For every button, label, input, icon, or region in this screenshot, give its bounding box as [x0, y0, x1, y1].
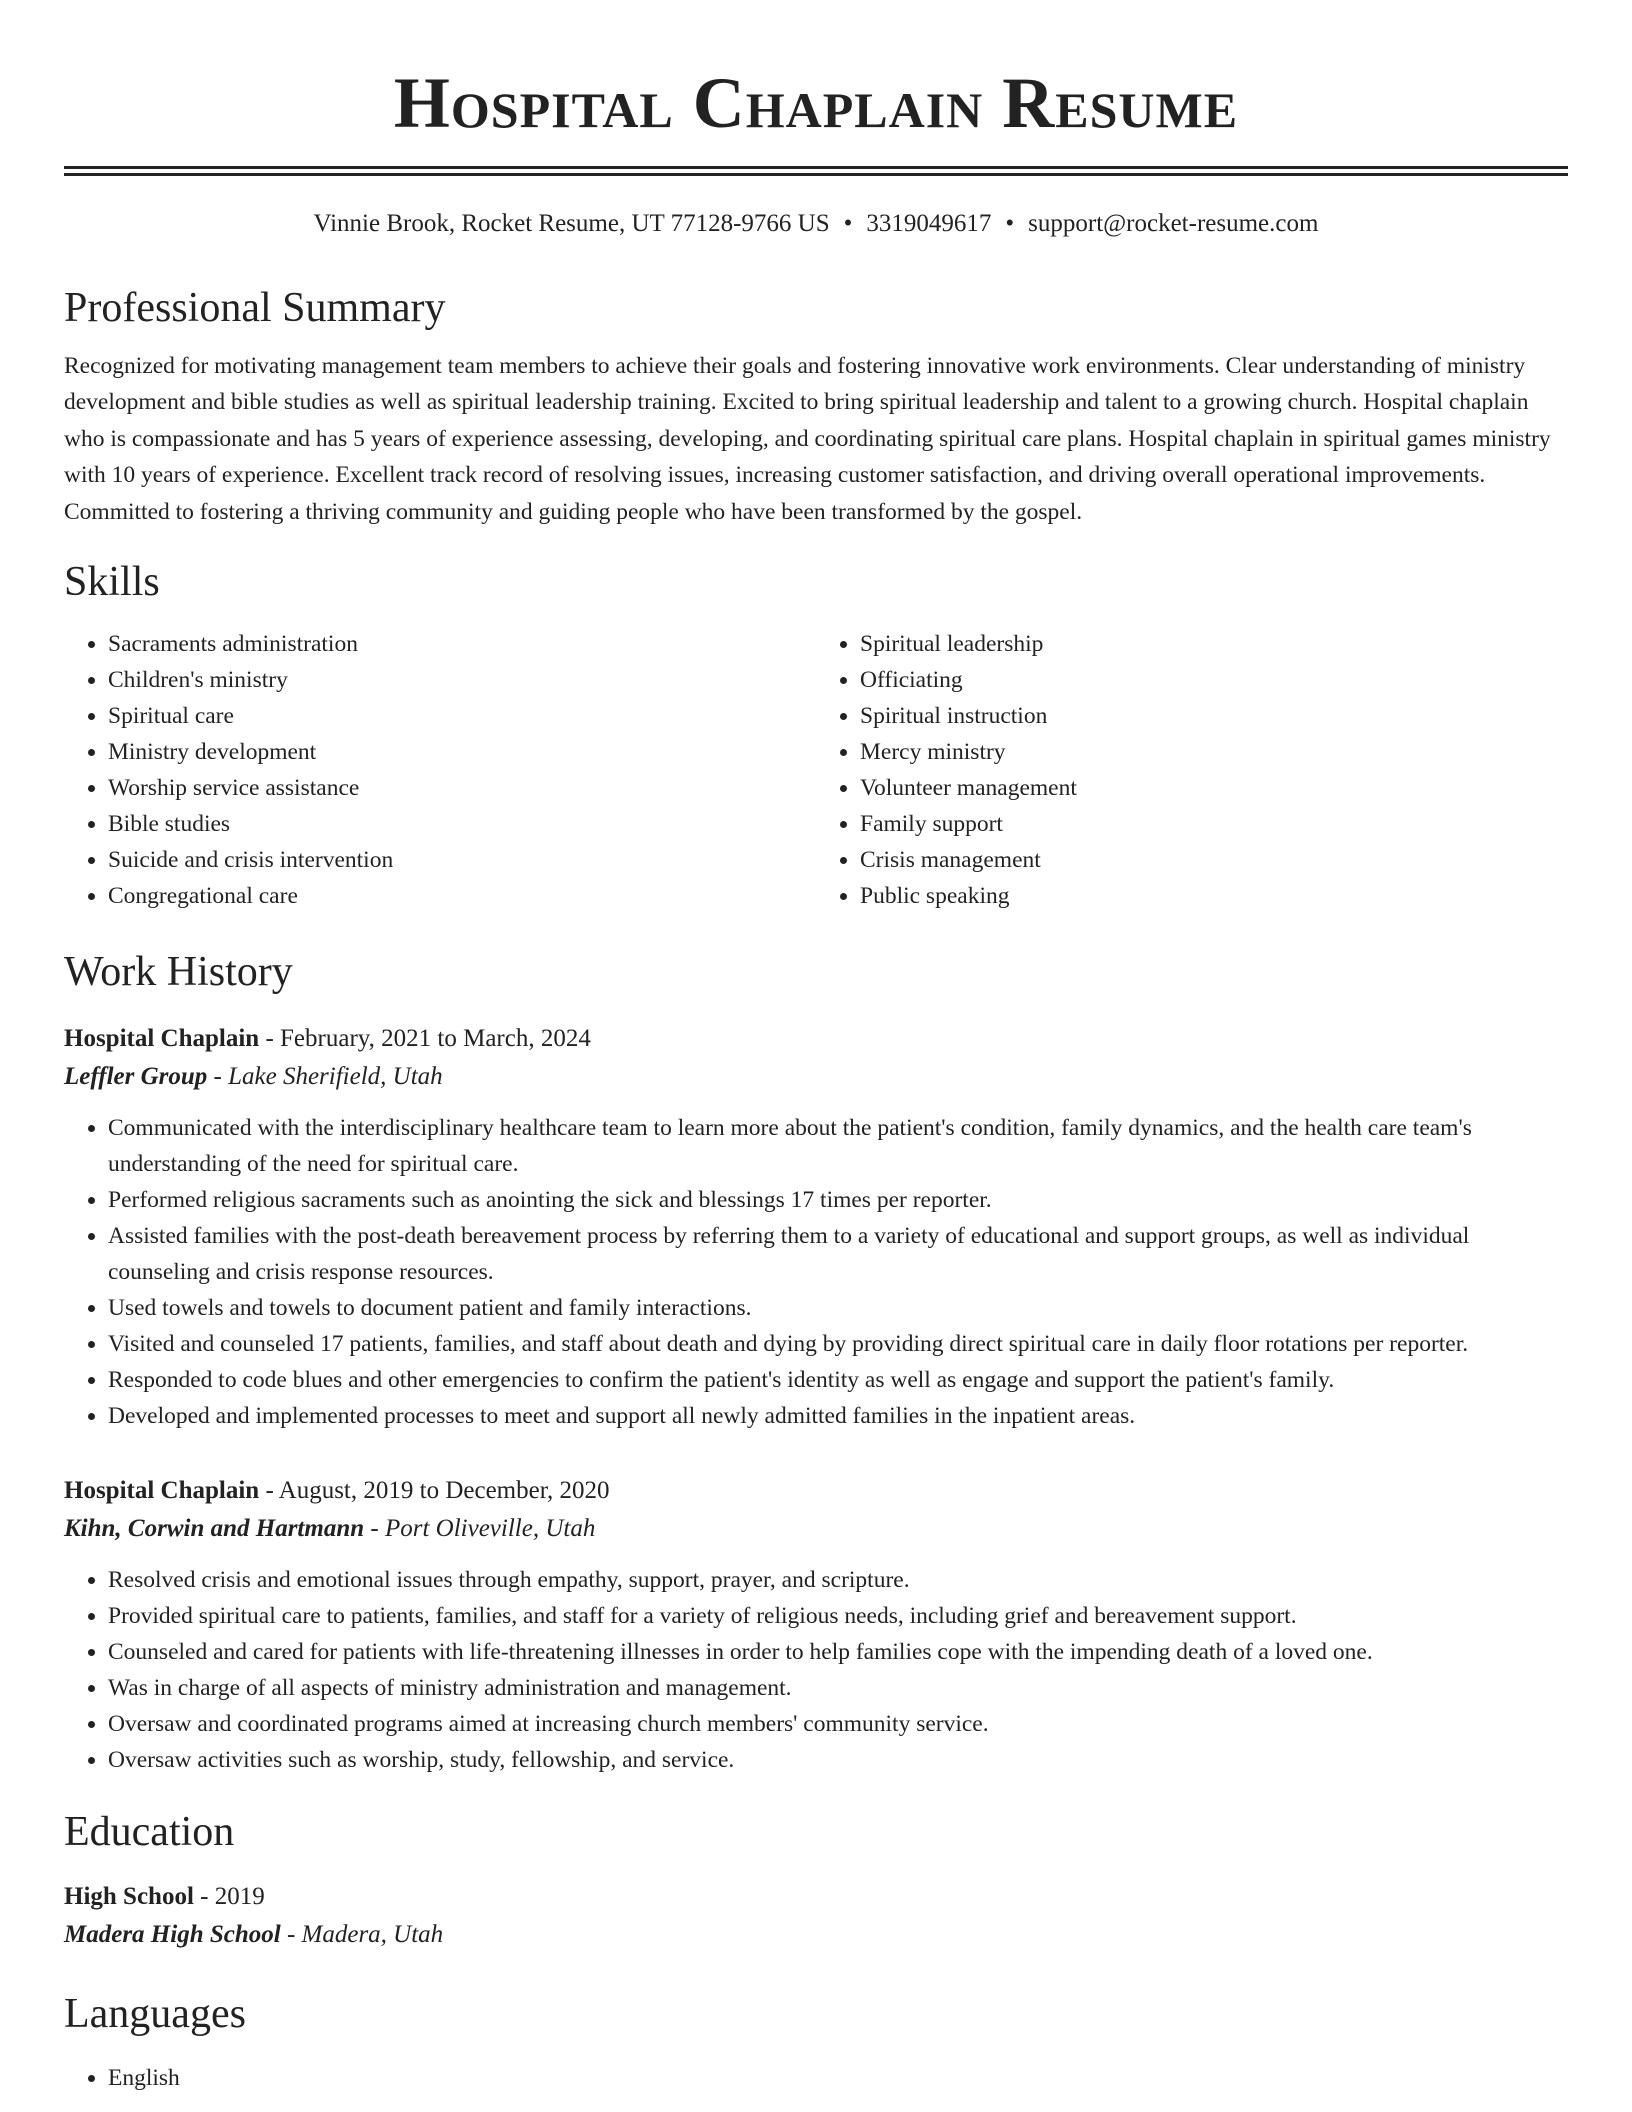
job-bullet: • Resolved crisis and emotional issues through empathy, support, prayer, and scripture. — [108, 1562, 1568, 1598]
skills-heading: Skills — [64, 559, 160, 606]
skill-item: • Family support — [860, 806, 1568, 842]
summary-heading: Professional Summary — [64, 285, 446, 331]
contact-line — [64, 206, 1568, 242]
job-title-line — [64, 1472, 1568, 1510]
job-company-line — [64, 1058, 1568, 1096]
contact-email: support@rocket-resume.com — [1028, 210, 1319, 237]
skill-item: • Bible studies — [108, 806, 816, 842]
job-bullet: • Visited and counseled 17 patients, families, and staff about death and dying by providing direct spiritual care in daily floor rotations per reporter. — [108, 1326, 1568, 1362]
skill-item: • Spiritual leadership — [860, 626, 1568, 662]
education-location: - Madera, Utah — [280, 1921, 444, 1949]
education-heading: Education — [64, 1809, 235, 1856]
skills-left-list — [64, 626, 816, 914]
page-title: Hospital Chaplain Resume — [393, 63, 1239, 143]
work-history-section — [64, 944, 1568, 1778]
languages-list — [64, 2060, 1568, 2096]
job-title: Hospital Chaplain — [64, 1477, 260, 1505]
skill-item: • Spiritual instruction — [860, 698, 1568, 734]
skill-item: • Children's ministry — [108, 662, 816, 698]
job-company-line — [64, 1510, 1568, 1548]
education-degree: High School — [64, 1883, 194, 1911]
languages-section — [64, 1986, 1568, 2096]
job-bullets — [64, 1562, 1568, 1778]
job-dates: - February, 2021 to March, 2024 — [259, 1025, 591, 1053]
skill-item: • Public speaking — [860, 878, 1568, 914]
job-title-line — [64, 1020, 1568, 1058]
job-location: - Lake Sherifield, Utah — [207, 1063, 443, 1091]
education-year: - 2019 — [193, 1883, 265, 1911]
skill-item: • Suicide and crisis intervention — [108, 842, 816, 878]
job-bullet: • Counseled and cared for patients with life-threatening illnesses in order to help families cope with the impending death of a loved one. — [108, 1634, 1568, 1670]
skill-item: • Volunteer management — [860, 770, 1568, 806]
job-dates: - August, 2019 to December, 2020 — [259, 1477, 610, 1505]
job-bullet: • Developed and implemented processes to meet and support all newly admitted families in the inpatient areas. — [108, 1398, 1568, 1434]
contact-separator: • — [843, 210, 853, 237]
job-bullets — [64, 1110, 1568, 1434]
job-bullet: • Responded to code blues and other emergencies to confirm the patient's identity as well as engage and support the patient's family. — [108, 1362, 1568, 1398]
job-bullet: • Oversaw activities such as worship, study, fellowship, and service. — [108, 1742, 1568, 1778]
job-company: Leffler Group — [64, 1063, 208, 1091]
skill-item: • Crisis management — [860, 842, 1568, 878]
skill-item: • Officiating — [860, 662, 1568, 698]
skill-item: • Mercy ministry — [860, 734, 1568, 770]
skills-columns — [64, 626, 1568, 914]
language-item: • English — [108, 2060, 1568, 2096]
job-bullet: • Used towels and towels to document patient and family interactions. — [108, 1290, 1568, 1326]
contact-phone: 3319049617 — [866, 210, 992, 237]
skill-item: • Spiritual care — [108, 698, 816, 734]
education-entry — [64, 1878, 1568, 1954]
education-section — [64, 1804, 1568, 1954]
skill-item: • Congregational care — [108, 878, 816, 914]
job-bullet: • Performed religious sacraments such as anointing the sick and blessings 17 times per reporter. — [108, 1182, 1568, 1218]
job-bullet: • Oversaw and coordinated programs aimed at increasing church members' community service. — [108, 1706, 1568, 1742]
job-title: Hospital Chaplain — [64, 1025, 260, 1053]
education-school: Madera High School — [64, 1921, 281, 1949]
job-location: - Port Oliveville, Utah — [364, 1515, 596, 1543]
job-bullet: • Provided spiritual care to patients, families, and staff for a variety of religious needs, including grief and bereavement support. — [108, 1598, 1568, 1634]
skills-section — [64, 554, 1568, 914]
summary-text: Recognized for motivating management team members to achieve their goals and fostering innovative work environments. Clear understanding of ministry development and bible studies as well as spiritual leadership training. Excited to bring spiritual leadership and talent to a growing church. Hospital chaplain who is compassionate and has 5 years of experience assessing, developing, and coordinating spiritual care plans. Hospital chaplain in spiritual games ministry with 10 years of experience. Excellent track record of resolving issues, increasing customer satisfaction, and driving overall operational improvements. Committed to fostering a thriving community and guiding people who have been transformed by the gospel. — [64, 353, 1551, 525]
education-degree-line — [64, 1878, 1568, 1916]
languages-heading: Languages — [64, 1991, 246, 2038]
job-entry — [64, 1472, 1568, 1778]
job-company: Kihn, Corwin and Hartmann — [64, 1515, 365, 1543]
summary-section — [64, 280, 1568, 530]
job-entry — [64, 1020, 1568, 1434]
skill-item: • Ministry development — [108, 734, 816, 770]
skill-item: • Worship service assistance — [108, 770, 816, 806]
skill-item: • Sacraments administration — [108, 626, 816, 662]
job-bullet: • Assisted families with the post-death bereavement process by referring them to a variety of educational and support groups, as well as individual counseling and crisis response resources. — [108, 1218, 1568, 1290]
title-divider — [64, 166, 1568, 176]
contact-separator: • — [1005, 210, 1015, 237]
work-history-heading: Work History — [64, 949, 293, 996]
job-bullet: • Was in charge of all aspects of ministry administration and management. — [108, 1670, 1568, 1706]
education-school-line — [64, 1916, 1568, 1954]
skills-right-list — [816, 626, 1568, 914]
job-bullet: • Communicated with the interdisciplinary healthcare team to learn more about the patient's condition, family dynamics, and the health care team's understanding of the need for spiritual care. — [108, 1110, 1568, 1182]
contact-address: Vinnie Brook, Rocket Resume, UT 77128-9766 US — [313, 210, 830, 237]
